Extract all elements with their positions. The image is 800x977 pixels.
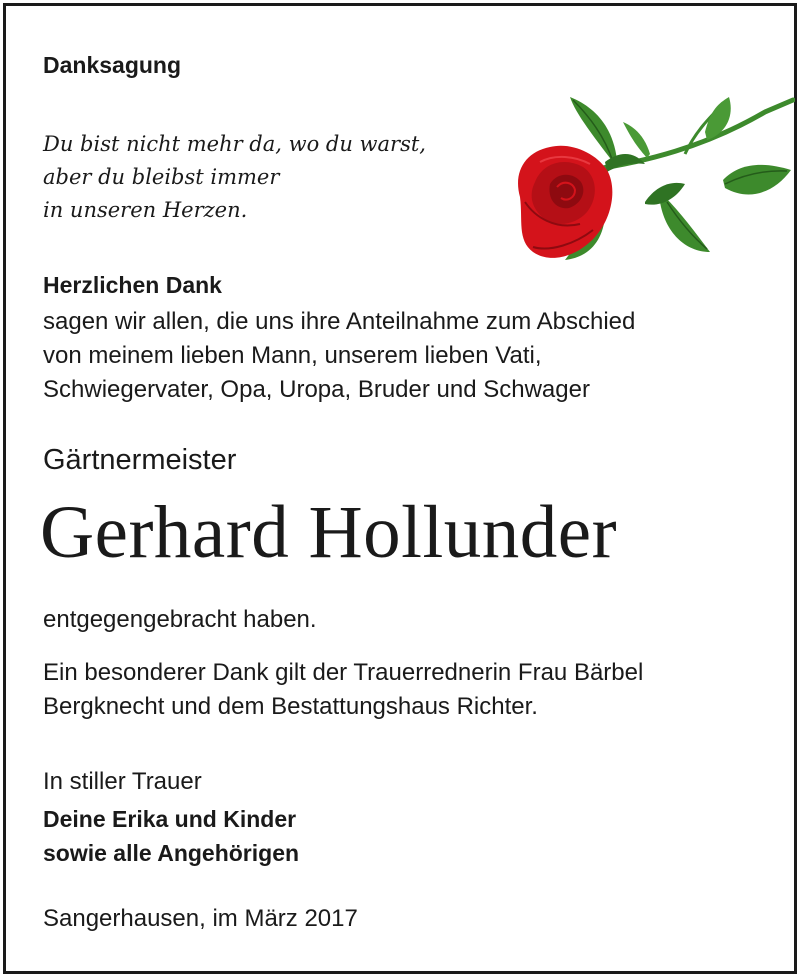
signers	[43, 802, 299, 870]
thanks-heading: Herzlichen Dank	[43, 272, 222, 298]
thanks-text	[43, 305, 635, 407]
special-thanks-line: Bergknecht und dem Bestattungshaus Richter.	[43, 693, 538, 720]
special-thanks	[43, 656, 643, 724]
signer-line: sowie alle Angehörigen	[43, 840, 300, 866]
deceased-profession: Gärtnermeister	[43, 444, 237, 476]
thanks-line: von meinem lieben Mann, unserem lieben Vati,	[43, 342, 542, 369]
thanks-line: sagen wir allen, die uns ihre Anteilnahme zum Abschied	[43, 308, 636, 335]
poem	[43, 128, 426, 227]
place-date: Sangerhausen, im März 2017	[43, 905, 358, 932]
poem-line: Du bist nicht mehr da, wo du warst,	[43, 132, 426, 156]
poem-line: aber du bleibst immer	[43, 165, 280, 189]
mourning-text: In stiller Trauer	[43, 768, 202, 795]
notice-heading: Danksagung	[43, 52, 182, 78]
signer-line: Deine Erika und Kinder	[43, 806, 297, 832]
rose-icon	[495, 92, 795, 272]
thanks-line: Schwiegervater, Opa, Uropa, Bruder und Schwager	[43, 376, 590, 403]
deceased-name: Gerhard Hollunder	[40, 491, 618, 574]
special-thanks-line: Ein besonderer Dank gilt der Trauerrednerin Frau Bärbel	[43, 659, 644, 686]
brought-text: entgegengebracht haben.	[43, 606, 317, 633]
poem-line: in unseren Herzen.	[43, 198, 248, 222]
